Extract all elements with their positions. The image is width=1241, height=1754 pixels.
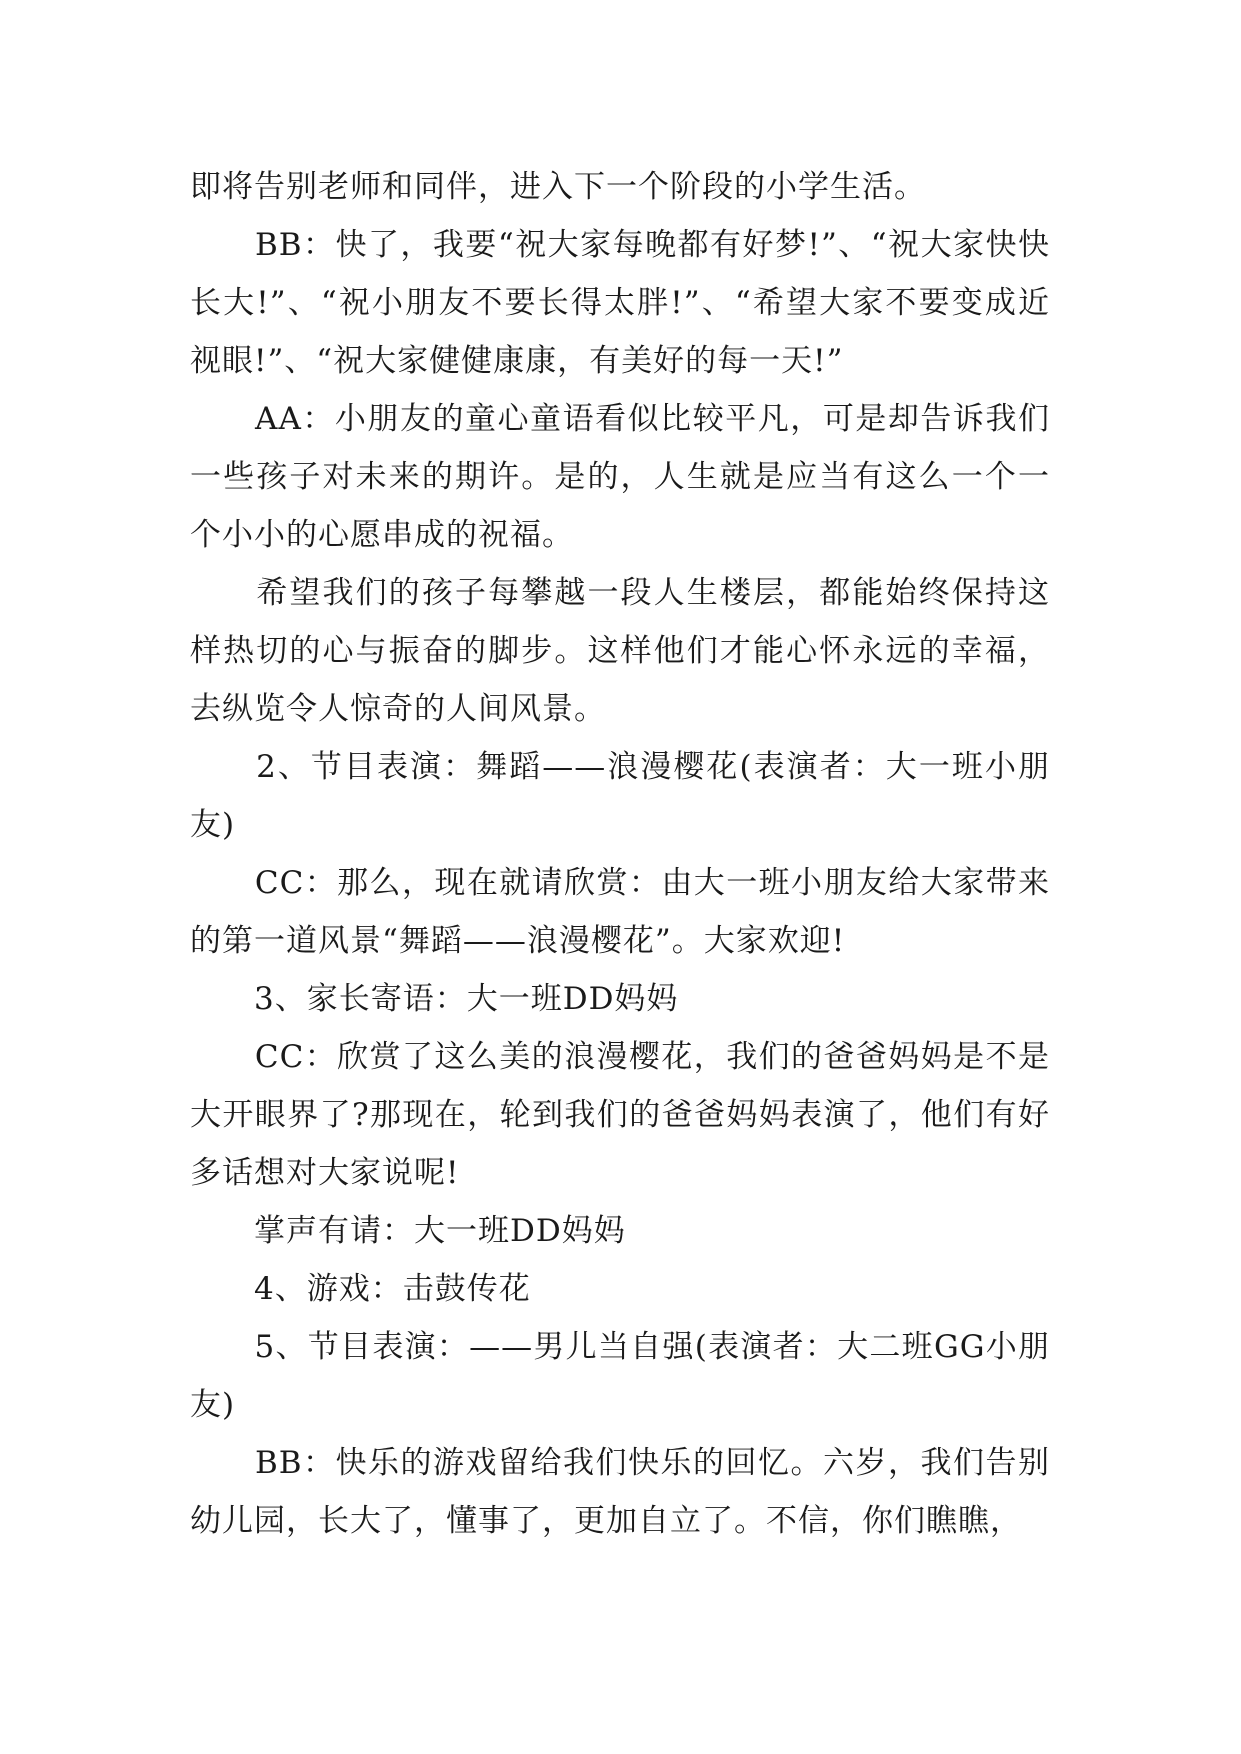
document-body	[190, 158, 1050, 1550]
paragraph: AA：小朋友的童心童语看似比较平凡，可是却告诉我们一些孩子对未来的期许。是的，人生就是应当有这么一个一个小小的心愿串成的祝福。	[190, 401, 1050, 553]
paragraph: BB：快了，我要“祝大家每晚都有好梦!”、“祝大家快快长大!”、“祝小朋友不要长得太胖!”、“希望大家不要变成近视眼!”、“祝大家健健康康，有美好的每一天!”	[190, 227, 1050, 379]
paragraph: 掌声有请：大一班DD妈妈	[190, 1213, 626, 1249]
paragraph: BB：快乐的游戏留给我们快乐的回忆。六岁，我们告别幼儿园，长大了，懂事了，更加自立了。不信，你们瞧瞧，	[190, 1445, 1050, 1539]
paragraph: 2、节目表演：舞蹈——浪漫樱花(表演者：大一班小朋友)	[190, 749, 1050, 843]
paragraph: 希望我们的孩子每攀越一段人生楼层，都能始终保持这样热切的心与振奋的脚步。这样他们才能心怀永远的幸福，去纵览令人惊奇的人间风景。	[190, 575, 1050, 727]
paragraph: CC：欣赏了这么美的浪漫樱花，我们的爸爸妈妈是不是大开眼界了?那现在，轮到我们的爸爸妈妈表演了，他们有好多话想对大家说呢!	[190, 1039, 1050, 1191]
paragraph: 即将告别老师和同伴，进入下一个阶段的小学生活。	[190, 169, 926, 205]
paragraph: 4、游戏：击鼓传花	[190, 1271, 531, 1307]
paragraph: 3、家长寄语：大一班DD妈妈	[190, 981, 679, 1017]
paragraph: CC：那么，现在就请欣赏：由大一班小朋友给大家带来的第一道风景“舞蹈——浪漫樱花”。大家欢迎!	[190, 865, 1050, 959]
paragraph: 5、节目表演：——男儿当自强(表演者：大二班GG小朋友)	[190, 1329, 1050, 1423]
